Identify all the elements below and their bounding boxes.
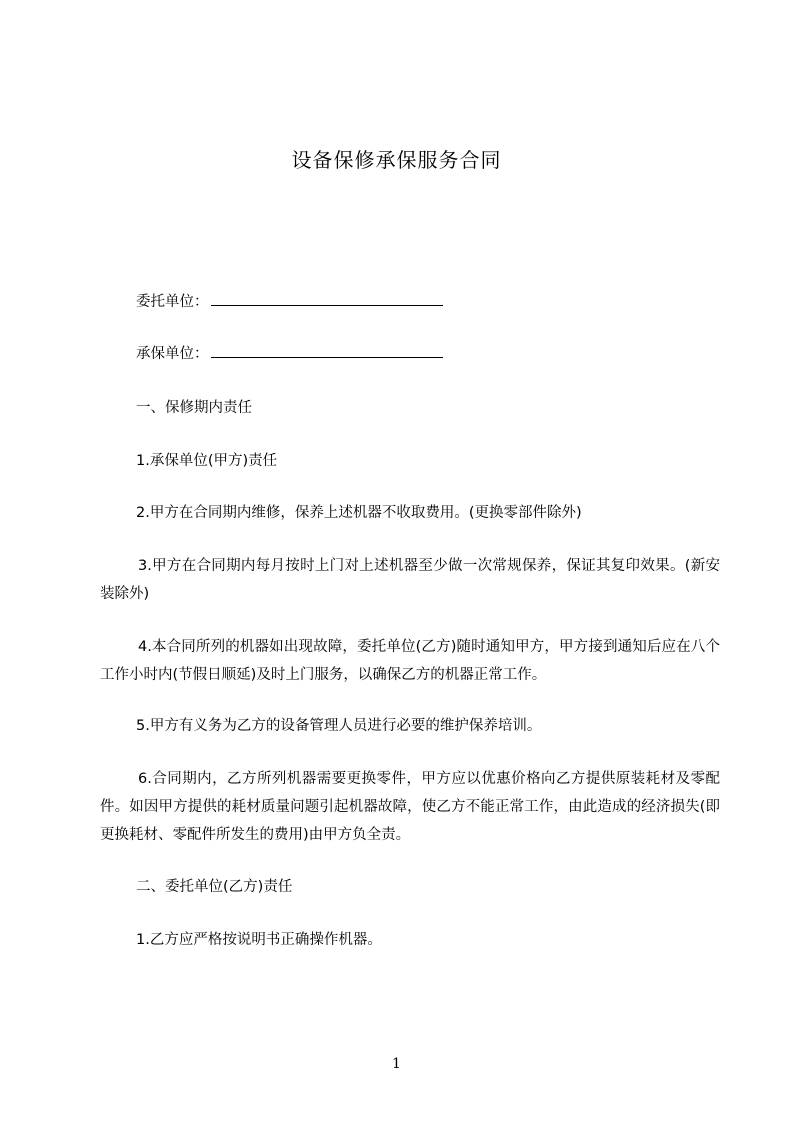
item-1-3: 3.甲方在合同期内每月按时上门对上述机器至少做一次常规保养，保证其复印效果。(新安装除外) (100, 558, 720, 602)
client-label: 委托单位： (136, 294, 209, 310)
client-blank-line[interactable] (211, 291, 443, 306)
item-1-5: 5.甲方有义务为乙方的设备管理人员进行必要的维护保养培训。 (136, 718, 542, 734)
contractor-blank-line[interactable] (211, 343, 443, 358)
item-1-1: 1.承保单位(甲方)责任 (136, 453, 278, 469)
client-field-row (136, 291, 716, 312)
section-1-heading: 一、保修期内责任 (136, 400, 252, 416)
item-2-1: 1.乙方应严格按说明书正确操作机器。 (136, 932, 382, 948)
contractor-field-row (136, 343, 716, 364)
item-1-4: 4.本合同所列的机器如出现故障，委托单位(乙方)随时通知甲方，甲方接到通知后应在八个工作小时内(节假日顺延)及时上门服务，以确保乙方的机器正常工作。 (100, 639, 720, 683)
contract-title: 设备保修承保服务合同 (291, 148, 502, 172)
section-2-heading: 二、委托单位(乙方)责任 (136, 879, 293, 895)
item-1-2: 2.甲方在合同期内维修，保养上述机器不收取费用。(更换零部件除外) (136, 505, 582, 521)
contractor-label: 承保单位： (136, 346, 209, 362)
page-number: 1 (392, 1056, 401, 1072)
item-1-6: 6.合同期内，乙方所列机器需要更换零件，甲方应以优惠价格向乙方提供原装耗材及零配件。如因甲方提供的耗材质量问题引起机器故障，使乙方不能正常工作，由此造成的经济损失(即更换耗材、零配件所发生的费用)由甲方负全责。 (100, 771, 720, 843)
